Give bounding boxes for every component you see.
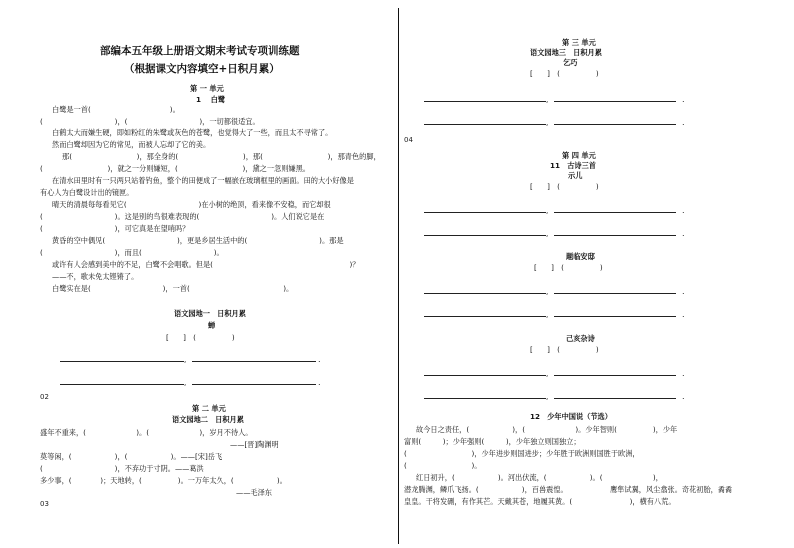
comma: , <box>546 310 549 319</box>
poem-tilinanzhi-brackets: [ ] ( ) <box>534 263 603 272</box>
p-line-0: 白鹭是一首( )。 <box>52 105 180 114</box>
comma: , <box>546 287 549 296</box>
answer-line[interactable] <box>554 316 676 317</box>
poem-shier-brackets: [ ] ( ) <box>530 182 599 191</box>
q12-line-2: ( )，少年进步则国进步；少年胜于欧洲则国胜于欧洲， <box>404 449 640 458</box>
q2-line-3: ( )，不弃功于寸阴。——葛洪 <box>40 464 204 473</box>
p-line-13: 或许有人会感到美中的不足，白鹭不会唱歌。但是( )？ <box>52 260 360 269</box>
garden2-heading: 语文园地二 日积月累 <box>172 415 244 424</box>
comma: , <box>546 229 549 238</box>
period: . <box>682 118 685 127</box>
poem-chan-brackets: [ ] ( ) <box>166 333 235 342</box>
lesson12-heading: 12 少年中国说（节选） <box>530 412 612 421</box>
garden3-heading: 语文园地三 日积月累 <box>530 48 602 57</box>
p-line-5: ( )，就之一分则嫌短，( )，黛之一忽则嫌黑。 <box>40 164 310 173</box>
poem-title-qiqiao: 乞巧 <box>563 58 578 67</box>
answer-line[interactable] <box>554 124 676 125</box>
period: . <box>682 392 685 401</box>
lesson1-heading: 1 白鹭 <box>196 95 226 104</box>
poem-jihaizashi-brackets: [ ] ( ) <box>530 345 599 354</box>
unit2-heading: 第 二 单元 <box>192 404 226 413</box>
q2-line-0: 盛年不重来，( )。( )，岁月不待人。 <box>40 428 253 437</box>
q12-line-6: 皇皇。干将发硎，有作其芒。天戴其苍，地履其黄。( )，横有八荒。 <box>404 497 676 506</box>
q12-line-0: 故今日之责任，( )，( )。少年智则( )，少年 <box>416 425 678 434</box>
q12-line-extra: 潜龙腾渊，鳞爪飞扬。( )，百兽震惶。 <box>404 485 568 494</box>
period: . <box>682 95 685 104</box>
answer-line[interactable] <box>424 212 546 213</box>
poem-title-tilinanzhi: 题临安邸 <box>566 252 595 261</box>
answer-line[interactable] <box>424 293 546 294</box>
q12-line-5: 鹰隼试翼，风尘翕张。奇花初胎，矞矞 <box>610 485 733 494</box>
poem-title-shier: 示儿 <box>568 171 583 180</box>
comma: , <box>546 392 549 401</box>
p-line-7: 有心人为白鹭设计出的镜匣。 <box>40 188 134 197</box>
answer-line[interactable] <box>554 212 676 213</box>
answer-line[interactable] <box>424 124 546 125</box>
period: . <box>682 229 685 238</box>
p-line-14: ——不，歌未免太铿锵了。 <box>52 272 139 281</box>
comma: , <box>546 206 549 215</box>
unit4-heading: 第 四 单元 <box>562 151 596 160</box>
page-number: 03 <box>40 500 49 508</box>
q2-line-4: 多少事，( )；天地转，( )。一万年太久，( )。 <box>40 476 287 485</box>
answer-line[interactable] <box>554 101 676 102</box>
comma: , <box>184 378 187 387</box>
p-line-6: 在清水田里时有一只两只站着钓鱼，整个的田便成了一幅嵌在玻璃框里的画面。田的大小好像是 <box>52 176 354 185</box>
p-line-4: 那( )，那全身的( )，那( )，那青色的脚， <box>62 152 381 161</box>
period: . <box>318 355 321 364</box>
poem-title-jihaizashi: 己亥杂诗 <box>566 334 595 343</box>
answer-line[interactable] <box>424 375 546 376</box>
poem-qiqiao-brackets: [ ] ( ) <box>530 69 599 78</box>
page-number: 04 <box>404 136 413 144</box>
p-line-10: ( )，可它真是在望哨吗？ <box>40 224 190 233</box>
p-line-15: 白鹭实在是( )，一首( )。 <box>52 284 294 293</box>
answer-line[interactable] <box>60 361 184 362</box>
period: . <box>682 310 685 319</box>
q2-line-2: 莫等闲，( )，( )。——[宋]岳飞 <box>40 452 223 461</box>
garden1-heading: 语文园地一 日积月累 <box>174 309 246 318</box>
q12-line-3: ( )。 <box>404 461 482 470</box>
period: . <box>682 206 685 215</box>
answer-line[interactable] <box>424 398 546 399</box>
answer-line[interactable] <box>192 384 316 385</box>
p-line-1: ( )，( )，一切都很适宜。 <box>40 117 260 126</box>
p-line-12: ( )，而且( )。 <box>40 248 224 257</box>
comma: , <box>546 95 549 104</box>
answer-line[interactable] <box>554 398 676 399</box>
q2-line-5: ——毛泽东 <box>236 488 272 497</box>
answer-line[interactable] <box>424 235 546 236</box>
period: . <box>682 369 685 378</box>
poem-title-chan: 蝉 <box>208 321 216 330</box>
unit3-heading: 第 三 单元 <box>562 38 596 47</box>
p-line-11: 黄昏的空中偶见( )，更是乡居生活中的( )。那是 <box>52 236 344 245</box>
q12-line-1: 富则( )；少年强则( )，少年独立则国独立； <box>404 437 581 446</box>
answer-line[interactable] <box>554 235 676 236</box>
page-number: 02 <box>40 393 49 401</box>
p-line-2: 白鹤太大而嫌生硬，即如粉红的朱鹭或灰色的苍鹭，也觉得大了一些，而且太不寻常了。 <box>52 128 333 137</box>
answer-line[interactable] <box>554 375 676 376</box>
period: . <box>682 287 685 296</box>
doc-title: 部编本五年级上册语文期末考试专项训练题 <box>100 45 300 57</box>
unit1-heading: 第 一 单元 <box>190 84 224 93</box>
answer-line[interactable] <box>192 361 316 362</box>
comma: , <box>546 369 549 378</box>
answer-line[interactable] <box>424 316 546 317</box>
comma: , <box>184 355 187 364</box>
answer-line[interactable] <box>424 101 546 102</box>
answer-line[interactable] <box>60 384 184 385</box>
lesson11-heading: 11 古诗三首 <box>550 161 596 170</box>
p-line-8: 晴天的清晨每每看见它( )在小树的绝顶，看来像不安稳，而它却很 <box>52 200 331 209</box>
p-line-3: 然而白鹭却因为它的常见，而被人忘却了它的美。 <box>52 140 211 149</box>
column-divider <box>398 8 399 544</box>
answer-line[interactable] <box>554 293 676 294</box>
p-line-9: ( )。这是别的鸟很难表现的( )。人们说它是在 <box>40 212 325 221</box>
comma: , <box>546 118 549 127</box>
q2-line-1: ——[晋]陶渊明 <box>230 440 279 449</box>
q12-line-4: 红日初升，( )。河出伏流，( )。( )， <box>416 473 663 482</box>
doc-subtitle: （根据课文内容填空+日积月累） <box>124 63 280 75</box>
period: . <box>318 378 321 387</box>
